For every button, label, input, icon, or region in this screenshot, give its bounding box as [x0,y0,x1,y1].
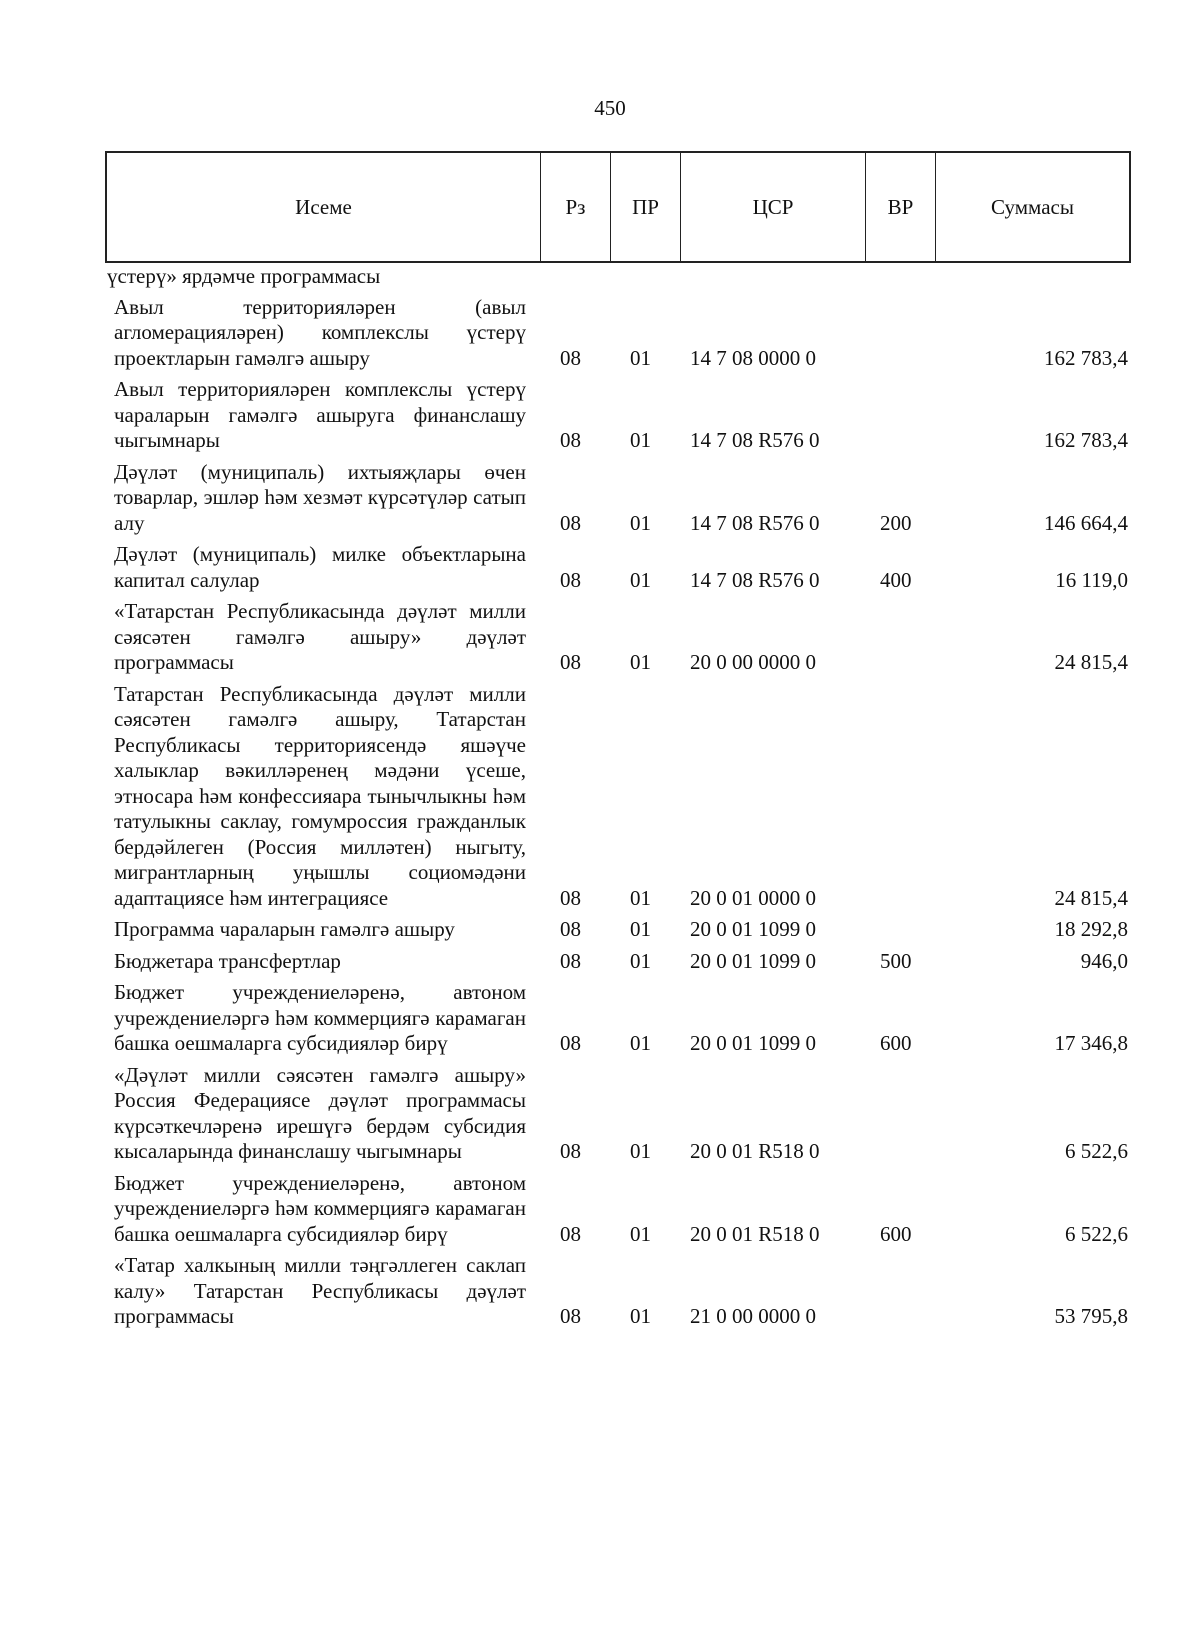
table-row [0,1063,1200,1165]
page-number: 450 [594,96,626,120]
row-sum: 146 664,4 [1044,510,1128,535]
header-csr: ЦСР [681,153,866,261]
row-codes [0,1139,1200,1165]
row-pr: 01 [630,345,651,370]
row-pr: 01 [630,650,651,674]
row-sum: 53 795,8 [1054,1304,1128,1328]
header-pr: ПР [611,153,681,261]
table-row [0,949,1200,975]
row-rz: 08 [560,510,581,535]
row-name: «Дәүләт милли сәясәтен гамәлгә ашыру» Россия Федерациясе дәүләт программасы күрсәткечләренә ирешүгә бердәм субсидия кысаларында финанслашу чыгымнары [114,1062,526,1163]
row-codes [0,886,1200,912]
row-codes [0,511,1200,537]
table-row [0,1253,1200,1330]
row-name: «Татар халкының милли тәңгәллеген саклап калу» Татарстан Республикасы дәүләт программасы [114,1253,526,1328]
row-csr: 14 7 08 R576 0 [690,428,820,452]
row-csr: 20 0 01 1099 0 [690,917,816,941]
row-vr: 200 [880,510,912,535]
row-codes [0,917,1200,943]
row-pr: 01 [630,1304,651,1328]
row-csr: 21 0 00 0000 0 [690,1304,816,1328]
row-pr: 01 [630,917,651,941]
table-row [0,460,1200,537]
row-sum: 16 119,0 [1055,567,1128,592]
row-name: Бюджет учреждениеләренә, автоном учреждениеләргә һәм коммерциягә карамаган башка оешмаларга субсидияләр бирү [114,1170,526,1246]
row-csr: 20 0 01 1099 0 [690,948,816,973]
header-rz: Рз [541,153,611,261]
row-codes [0,1222,1200,1248]
row-csr: 14 7 08 R576 0 [690,567,820,592]
row-codes [0,346,1200,372]
row-name: Программа чараларын гамәлгә ашыру [114,917,455,941]
row-csr: 20 0 01 R518 0 [690,1139,820,1163]
table-row [0,377,1200,454]
row-vr: 600 [880,1031,912,1055]
table-row [0,917,1200,943]
row-sum: 162 783,4 [1044,428,1128,452]
row-rz: 08 [560,1031,581,1055]
row-rz: 08 [560,1139,581,1163]
row-pr: 01 [630,1139,651,1163]
row-sum: 18 292,8 [1054,917,1128,941]
row-csr: 14 7 08 R576 0 [690,510,820,535]
row-sum: 162 783,4 [1044,345,1128,370]
row-csr: 20 0 01 R518 0 [690,1221,820,1246]
row-codes [0,428,1200,454]
row-pr: 01 [630,1031,651,1055]
row-sum: 6 522,6 [1065,1139,1128,1163]
table-row [0,599,1200,676]
header-sum: Суммасы [991,194,1074,219]
row-codes [0,1304,1200,1330]
row-sum: 24 815,4 [1054,885,1128,910]
continuation-row [0,264,1200,290]
row-vr: 600 [880,1221,912,1246]
row-codes [0,568,1200,594]
header-name: Исеме [107,153,541,261]
row-csr: 14 7 08 0000 0 [690,345,816,370]
row-name: Дәүләт (муниципаль) милке объектларына капитал салулар [114,542,526,592]
row-rz: 08 [560,1221,581,1246]
table-header [105,151,1131,263]
row-pr: 01 [630,567,651,592]
row-sum: 6 522,6 [1065,1221,1128,1246]
row-name: Татарстан Республикасында дәүләт милли сәясәтен гамәлгә ашыру, Татарстан Республикасы территориясендә яшәүче халыклар вәкилләренең мәдәни үсеше, этносара һәм конфессияара тынычлыкны һәм татулыкны саклау, гомумроссия гражданлык бердәйлеген (Россия милләтен) ныгыту, мигрантларның уңышлы социомәдәни адаптациясе һәм интеграциясе [114,681,526,910]
row-rz: 08 [560,948,581,973]
table-row [0,542,1200,593]
row-sum: 17 346,8 [1054,1031,1128,1055]
row-name: Бюджет учреждениеләренә, автоном учреждениеләргә һәм коммерциягә карамаган башка оешмаларга субсидияләр бирү [114,980,526,1055]
row-name: Дәүләт (муниципаль) ихтыяҗлары өчен товарлар, эшләр һәм хезмәт күрсәтүләр сатып алу [114,459,526,535]
row-sum: 946,0 [1080,948,1128,973]
continuation-text: үстерү» ярдәмче программасы [107,264,381,288]
table-body [0,264,1200,1336]
row-rz: 08 [560,917,581,941]
row-name: Авыл территорияләрен комплекслы үстерү чараларын гамәлгә ашыруга финанслашу чыгымнары [114,377,526,452]
table-row [0,1171,1200,1248]
row-csr: 20 0 00 0000 0 [690,650,816,674]
row-codes [0,949,1200,975]
table-row [0,980,1200,1057]
row-codes [0,650,1200,676]
row-pr: 01 [630,428,651,452]
row-rz: 08 [560,428,581,452]
row-rz: 08 [560,345,581,370]
row-rz: 08 [560,1304,581,1328]
row-pr: 01 [630,1221,651,1246]
row-name: Бюджетара трансфертлар [114,948,341,973]
row-csr: 20 0 01 1099 0 [690,1031,816,1055]
row-name: «Татарстан Республикасында дәүләт милли сәясәтен гамәлгә ашыру» дәүләт программасы [114,599,526,674]
row-name: Авыл территорияләрен (авыл агломерацияләрен) комплекслы үстерү проектларын гамәлгә ашыру [114,294,526,370]
row-csr: 20 0 01 0000 0 [690,885,816,910]
header-vr: ВР [866,153,936,261]
row-pr: 01 [630,510,651,535]
table-row [0,295,1200,372]
row-codes [0,1031,1200,1057]
row-rz: 08 [560,567,581,592]
row-rz: 08 [560,650,581,674]
table-row [0,682,1200,912]
row-rz: 08 [560,885,581,910]
row-pr: 01 [630,885,651,910]
row-sum: 24 815,4 [1054,650,1128,674]
row-vr: 500 [880,948,912,973]
row-pr: 01 [630,948,651,973]
row-vr: 400 [880,567,912,592]
